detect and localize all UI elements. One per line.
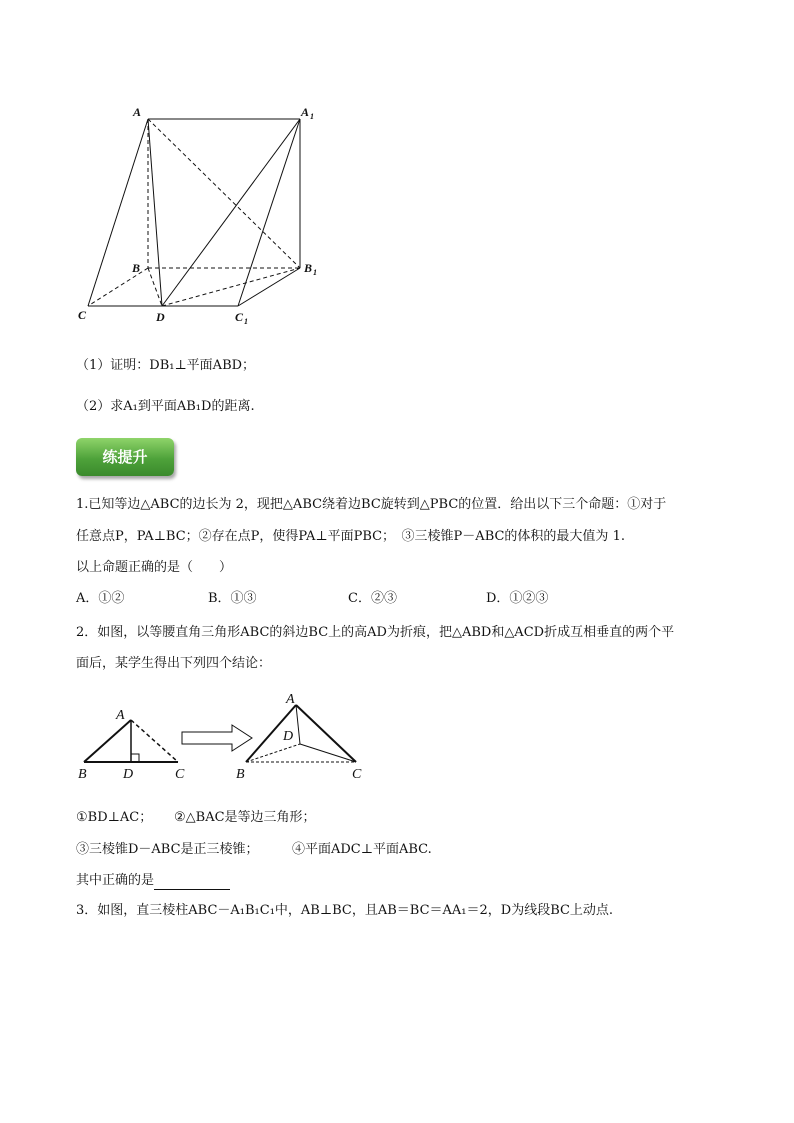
question-part-1: （1）证明：DB₁⊥平面ABD；: [76, 358, 256, 373]
label-d: D: [156, 310, 165, 324]
problem1-line1: 1.已知等边△ABC的边长为 2，现把△ABC绕着边BC旋转到△PBC的位置．给出以下三个命题：①对于: [76, 497, 667, 512]
conclusion-2: ②△BAC是等边三角形；: [174, 810, 316, 825]
answer-line: [76, 872, 230, 890]
fig2-label-d: D: [123, 767, 134, 782]
fig2-label-b2: B: [236, 767, 245, 782]
label-c1-sub: 1: [244, 317, 248, 326]
label-a: A: [133, 105, 142, 119]
problem1-option-c: C．②③: [348, 591, 397, 606]
fig2-label-a: A: [116, 708, 125, 723]
question-part-2: （2）求A₁到平面AB₁D的距离.: [76, 399, 255, 414]
fig2-label-c2: C: [352, 767, 362, 782]
problem1-line3: 以上命题正确的是（ ）: [76, 560, 233, 575]
fig2-label-d2: D: [283, 729, 294, 744]
fig2-label-b: B: [78, 767, 87, 782]
label-c1: C: [235, 310, 244, 324]
conclusion-1: ①BD⊥AC；: [76, 810, 153, 825]
fig2-label-c: C: [175, 767, 185, 782]
label-a1-sub: 1: [310, 112, 314, 121]
conclusion-3: ③三棱锥D－ABC是正三棱锥；: [76, 842, 259, 857]
practice-badge: 练提升: [76, 438, 174, 476]
label-b: B: [132, 261, 141, 275]
problem2-line1: 2．如图，以等腰直角三角形ABC的斜边BC上的高AD为折痕，把△ABD和△ACD折成互相垂直的两个平: [76, 625, 675, 640]
prism-figure: [70, 100, 350, 330]
answer-prompt: 其中正确的是: [76, 873, 155, 888]
label-b1: B: [304, 261, 313, 275]
fold-figure: [76, 688, 376, 788]
label-c: C: [78, 308, 87, 322]
problem1-option-d: D．①②③: [486, 591, 549, 606]
problem2-line2: 面后，某学生得出下列四个结论：: [76, 656, 272, 671]
problem1-option-a: A．①②: [76, 591, 125, 606]
problem1-line2: 任意点P，PA⊥BC；②存在点P，使得PA⊥平面PBC； ③三棱锥P－ABC的体积的最大值为 1.: [76, 529, 625, 544]
fig2-label-a2: A: [286, 692, 295, 707]
label-b1-sub: 1: [313, 268, 317, 277]
answer-blank[interactable]: [154, 875, 230, 890]
conclusion-4: ④平面ADC⊥平面ABC.: [292, 842, 432, 857]
problem1-option-b: B．①③: [208, 591, 257, 606]
label-a1: A: [301, 105, 310, 119]
problem3-line1: 3．如图，直三棱柱ABC－A₁B₁C₁中，AB⊥BC，且AB＝BC＝AA₁＝2，D为线段BC上动点.: [76, 903, 614, 918]
